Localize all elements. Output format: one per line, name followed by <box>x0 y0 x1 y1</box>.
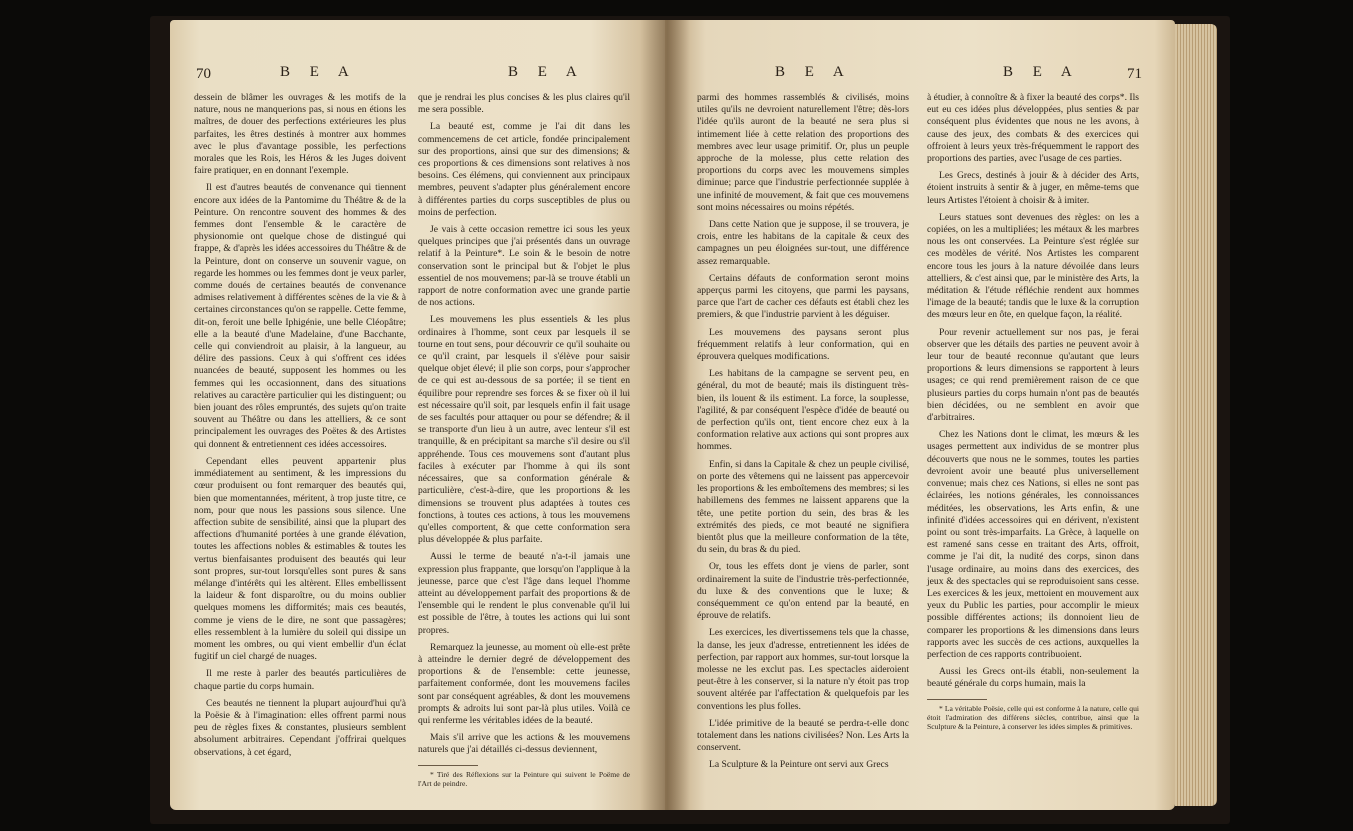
right-column-1 <box>697 92 909 777</box>
paragraph: Les mouvemens les plus essentiels & les plus ordinaires à l'homme, sont ceux par lesquels il se tourne en tout sens, pour découvrir ce qu'il souhaite ou ce qu'il craint, par lesquels il s'élève pour saisir quelque objet élevé; il plie son corps, pour s'approcher de ce qui est au-dessous de sa portée; il se tient en équilibre pour reprendre ses forces & se fixer où il lui est nécessaire qu'il soit, par lesquels enfin il fait usage de ses facultés pour attaquer ou pour se défendre; & il se transporte d'un lieu à un autre, avec lenteur s'il est tranquille, & en précipitant sa marche s'il desire ou s'il appréhende. Tous ces mouvemens sont d'autant plus faciles à exécuter par l'homme à qui ils sont nécessaires, que sa conformation générale & particulière, c'est-à-dire, que les proportions & les dimensions se trouvent plus adaptées à toutes ces fonctions, à toutes ces actions, à tous les mouvemens qu'elles comportent, & que cette conformation sera plus développée & plus parfaite. <box>418 314 630 546</box>
running-head-left-2: B E A <box>508 64 585 80</box>
left-column-2 <box>418 92 630 793</box>
paragraph: dessein de blâmer les ouvrages & les motifs de la nature, nous ne manquerions pas, si nous en étions les maîtres, de douer des perfections extérieures les plus parfaites, les êtres destinés à montrer aux hommes avec le plus d'avantage possible, les perfections morales que les Rois, les Héros & les Juges doivent faire pratiquer, en en donnant l'exemple. <box>194 92 406 177</box>
paragraph: Or, tous les effets dont je viens de parler, sont ordinairement la suite de l'industrie très-perfectionnée, du luxe & des conventions que le luxe; & conséquemment ce qu'on entend par la beauté, en éprouve de relatifs. <box>697 561 909 622</box>
paragraph: Mais s'il arrive que les actions & les mouvemens naturels que j'ai détaillés ci-dessus deviennent, <box>418 732 630 756</box>
paragraph: Il est d'autres beautés de convenance qui tiennent encore aux idées de la Pantomime du Théâtre & de la Peinture. On rencontre souvent des hommes & des femmes dont l'ensemble & le caractère de physionomie ont quelque chose de distingué qui frappe, & d'après les idées accessoires du Théâtre & de la Peinture, dont on conserve un souvenir vague, on regarde les hommes ou les femmes dont je veux parler, comme doués de certaines beautés de convenance admises relativement à différentes scènes de la vie & à certaines circonstances qu'on se rappelle. Cette femme, dit-on, feroit une belle Iphigénie, une belle Cléopâtre; elle a la beauté d'une Madelaine, d'une Bacchante, celle qui conviendroit au plaisir, à la langueur, au délire des passions. Ceux à qui s'offrent ces idées nuancées de beauté, supposent les hommes ou les femmes qui les occasionnent, dans des situations relatives au caractère particulier qui les distinguent; ou bien jouant des rôles empruntés, des sujets qu'on traite souvent au Théâtre ou dans les attelliers, & ce sont principalement les ouvrages des Poëtes & des Artistes qui donnent & entretiennent ces idées accessoires. <box>194 182 406 450</box>
paragraph: Ces beautés ne tiennent la plupart aujourd'hui qu'à la Poësie & à l'imagination: elles offrent parmi nous peu de règles fixes & constantes, plusieurs semblent absolument arbitraires. Cependant j'offrirai quelques observations, à cet égard, <box>194 697 406 758</box>
left-page <box>170 20 665 810</box>
paragraph: Remarquez la jeunesse, au moment où elle-est prête à atteindre le dernier degré de développement des proportions & de l'ensemble: cette jeunesse, parfaitement conformée, dont les mouvemens faciles sont par conséquent agréables, & dont les mouvemens prompts & adroits lui sont par-là plus utiles. Voilà ce qui renferme les véritables idées de la beauté. <box>418 641 630 726</box>
right-column-2 <box>927 92 1139 737</box>
left-column-1 <box>194 92 406 764</box>
running-head-right-1: B E A <box>775 64 852 80</box>
paragraph: Les exercices, les divertissemens tels que la chasse, la danse, les jeux d'adresse, entretiennent les idées de perfection, par rapport aux hommes, sur-tout lorsque la molesse ne les exclut pas. Les spectacles aideroient peut-être à les conserver, si la nature n'y étoit pas trop souvent altérée par l'affectation & quelquefois par les conventions les plus folles. <box>697 627 909 712</box>
page-edges-right <box>1175 24 1217 806</box>
paragraph: Pour revenir actuellement sur nos pas, je ferai observer que les détails des parties ne peuvent avoir à leur tour de beauté reconnue qu'autant que leurs proportions & leurs dimensions se rapportent à leurs usages; ce qui rend premièrement raison de ce que plusieurs parties du corps humain n'ont pas de beautés bien décidées, ou ne semblent en avoir que d'arbitraires. <box>927 326 1139 424</box>
paragraph: Aussi le terme de beauté n'a-t-il jamais une expression plus frappante, que lorsqu'on l'applique à la jeunesse, parce que c'est l'âge dans lequel l'homme atteint au développement parfait des proportions & de l'ensemble qui le rendent le plus convenable qu'il lui est possible de l'être, à toutes les actions qui lui sont propres. <box>418 551 630 636</box>
paragraph: que je rendrai les plus concises & les plus claires qu'il me sera possible. <box>418 92 630 116</box>
right-page <box>665 20 1175 810</box>
footnote: * Tiré des Réflexions sur la Peinture qui suivent le Poëme de l'Art de peindre. <box>418 769 630 788</box>
paragraph: La beauté est, comme je l'ai dit dans les commencemens de cet article, fondée principalement sur des proportions, ainsi que sur des dimensions; & ces proportions & ces dimensions sont relatives à nos besoins. Ces élémens, qui conviennent aux principaux membres, peuvent s'adapter plus généralement encore à différentes parties du corps susceptibles de plus ou moins de perfection. <box>418 121 630 218</box>
paragraph: Les Grecs, destinés à jouir & à décider des Arts, étoient instruits à sentir & à juger, en même-tems que leurs Artistes l'étoient à choisir & à imiter. <box>927 170 1139 206</box>
paragraph: L'idée primitive de la beauté se perdra-t-elle donc totalement dans les nations civilisées? Non. Les Arts la conservent. <box>697 717 909 754</box>
paragraph: Les mouvemens des paysans seront plus fréquemment relatifs à leur conformation, qui en éprouvera quelques modifications. <box>697 326 909 363</box>
footnote: * La véritable Poësie, celle qui est conforme à la nature, celle qui étoit l'admiration des différens siècles, contribue, ainsi que la Sculpture & la Peinture, à conserver les idées simples & primitives. <box>927 703 1139 732</box>
paragraph: Je vais à cette occasion remettre ici sous les yeux quelques principes que j'ai présentés dans un ouvrage relatif à la Peinture*. Le soin & le besoin de notre conservation sont le principal but & l'objet le plus essentiel de nos mouvemens; par-là se trouve établi un rapport de notre conformation avec une grande partie de nos actions. <box>418 224 630 309</box>
paragraph: Dans cette Nation que je suppose, il se trouvera, je crois, entre les habitans de la capitale & ceux des campagnes un peu éloignées sur-tout, une différence assez remarquable. <box>697 219 909 267</box>
paragraph: Chez les Nations dont le climat, les mœurs & les usages permettent aux individus de se montrer plus découverts que nous ne le sommes, toutes les parties devroient avoir une beauté plus universellement convenue; mais chez ces Nations, si elles ne sont pas éclairées, les notions générales, les connoissances méditées, les observations, les Arts enfin, & une infinité d'idées accessoires qui en dérivent, n'existent point ou sont très-imparfaits. La Grèce, à laquelle on est ramené sans cesse en traitant des Arts, offroit, comme je l'ai dit, la nudité des corps, sinon dans l'usage ordinaire, au moins dans des exercices, des jeux & des spectacles qui se reproduisoient sans cesse. Les exercices & les jeux, mettoient en mouvement aux yeux du Public les parties, pour accomplir le mieux possible différentes actions; ils donnoient lieu de comparer les proportions & les dimensions dans leurs rapports avec les succès de ces actions, auxquelles la perfection de ces rapports contribuoient. <box>927 429 1139 660</box>
paragraph: La Sculpture & la Peinture ont servi aux Grecs <box>709 759 889 771</box>
running-head-right-2: B E A <box>1003 64 1080 80</box>
footnote-rule <box>927 699 987 700</box>
paragraph: parmi des hommes rassemblés & civilisés, moins utiles qu'ils ne devroient naturellement l'être; dès-lors l'idée qu'ils auront de la beauté ne sera plus si intimement liée à cette relation des proportions des membres avec leur usage primitif. Or, plus un peuple approche de la molesse, plus cette relation des proportions du corps avec les mouvemens simples diminue; parce que l'industrie perfectionnée supplée à une infinité de mouvement, & fait que ces mouvemens sont moins nécessaires ou moins répétés. <box>697 92 909 213</box>
paragraph: Il me reste à parler des beautés particulières de chaque partie du corps humain. <box>194 668 406 692</box>
paragraph: Leurs statues sont devenues des règles: on les a copiées, on les a multipliées; les métaux & les marbres nous les ont conservées. La Peinture s'est réglée sur ces modèles de vérité. Nos Artistes les comparent encore tous les jours à la nature dévoilée dans leurs attelliers, & c'est ainsi que, par le ministère des Arts, la méditation & l'étude réfléchie rendent aux hommes l'image de la beauté; tandis que le luxe & la corruption des mœurs leur en ôte, en quelque façon, la réalité. <box>927 211 1139 321</box>
paragraph: Les habitans de la campagne se servent peu, en général, du mot de beauté; mais ils distinguent très-bien, ils louent & ils estiment. La force, la souplesse, l'agilité, & par conséquent l'espèce d'idée de beauté ou de perfection qu'ils ont, tient encore chez eux à la conformation relative aux actions qui sont propres aux hommes. <box>697 368 909 453</box>
paragraph: Certains défauts de conformation seront moins apperçus parmi les citoyens, que parmi les paysans, parce que l'art de cacher ces défauts est établi chez les premiers, & que l'industrie parvient à les déguiser. <box>697 272 909 321</box>
paragraph: à étudier, à connoître & à fixer la beauté des corps*. Ils eut eu ces idées plus développées, plus senties & par conséquent plus évidentes que nous ne les avons, à cause des jeux, des combats & des exercices qui offroient à leurs yeux très-fréquemment le rapport des proportions des parties, avec l'usage de ces parties. <box>927 92 1139 165</box>
footnote-rule <box>418 765 478 766</box>
page-number-right: 71 <box>1127 66 1142 82</box>
paragraph: Cependant elles peuvent appartenir plus immédiatement au sentiment, & les impressions du cœur produisent ou font remarquer des beautés qui, bien que momentannées, méritent, à trop juste titre, ce nom, pour que nous les passions sous silence. Une affection subite de sensibilité, ainsi que la plupart des affections d'humanité portées à une grande élévation, toutes les affections nobles & estimables & toutes les vertus bienfaisantes produisent des beautés qui leur sont propres, sur-tout lorsqu'elles sont pures & sans mélange d'intérêts qui les altèrent. Elles embellissent la laideur & font disparoître, ou du moins oublier quelques momens les difformités; mais ces beautés, comme je viens de le dire, ne sont que passagères; elles ressemblent à la lumière du soleil qui dissipe un moment les ombres, ou qui vient embellir d'un éclat fugitif un ciel chargé de nuages. <box>194 455 406 663</box>
paragraph: Aussi les Grecs ont-ils établi, non-seulement la beauté générale du corps humain, mais la <box>927 666 1139 690</box>
page-number-left: 70 <box>196 66 211 82</box>
running-head-left-1: B E A <box>280 64 357 80</box>
paragraph: Enfin, si dans la Capitale & chez un peuple civilisé, on porte des vêtemens qui ne laissent pas appercevoir les proportions & les emboîtemens des membres; si les habillemens des femmes ne laissent apparens que la tête, une petite portion du sein, des bras & les extrémités des pieds, ce mot beauté ne signifiera bientôt plus que la meilleure conformation de la tête, du sein, du bras & du pied. <box>697 458 909 556</box>
